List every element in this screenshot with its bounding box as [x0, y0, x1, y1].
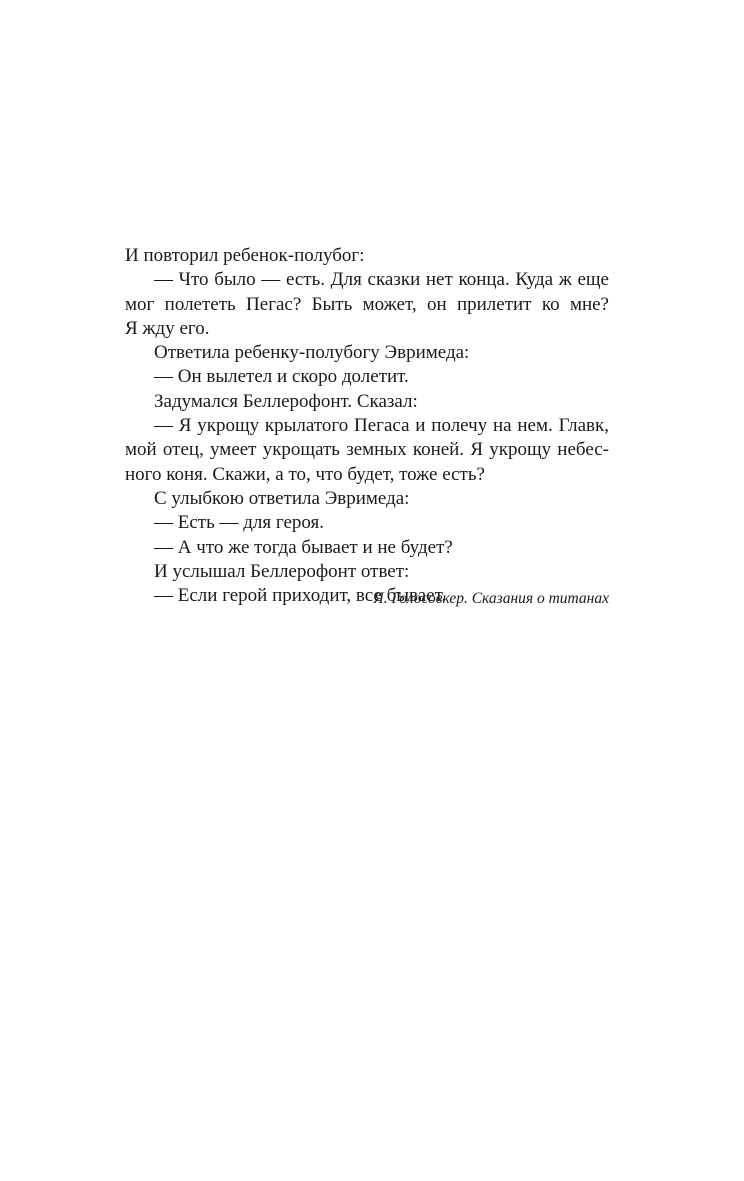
- epigraph-line: Задумался Беллерофонт. Сказал:: [154, 390, 418, 412]
- epigraph-line: И повторил ребенок-полубог:: [125, 245, 365, 266]
- epigraph-line: — Что было — есть. Для сказки нет конца. Куда ж еще: [154, 269, 609, 291]
- epigraph-line: И услышал Беллерофонт ответ:: [154, 560, 410, 582]
- epigraph-line: — Если герой приходит, все бывает.: [154, 585, 447, 607]
- epigraph-line: — Он вылетел и скоро долетит.: [154, 366, 409, 388]
- epigraph-line: Я жду его.: [125, 317, 210, 339]
- epigraph-line: мой отец, умеет укрощать земных коней. Я укрощу небес-: [125, 439, 609, 461]
- epigraph-line: ного коня. Скажи, а то, что будет, тоже есть?: [125, 463, 485, 485]
- epigraph-text: [125, 244, 609, 608]
- epigraph-attribution: Я. Голосовкер. Сказания о титанах: [373, 590, 609, 607]
- epigraph-line: — Я укрощу крылатого Пегаса и полечу на нем. Главк,: [154, 415, 609, 437]
- epigraph-line: — Есть — для героя.: [154, 512, 324, 534]
- epigraph-line: — А что же тогда бывает и не будет?: [154, 536, 453, 558]
- epigraph-line: Ответила ребенку-полубогу Эвримеда:: [154, 342, 470, 364]
- epigraph-line: мог полететь Пегас? Быть может, он прилетит ко мне?: [125, 293, 609, 315]
- epigraph-line: С улыбкою ответила Эвримеда:: [154, 487, 410, 509]
